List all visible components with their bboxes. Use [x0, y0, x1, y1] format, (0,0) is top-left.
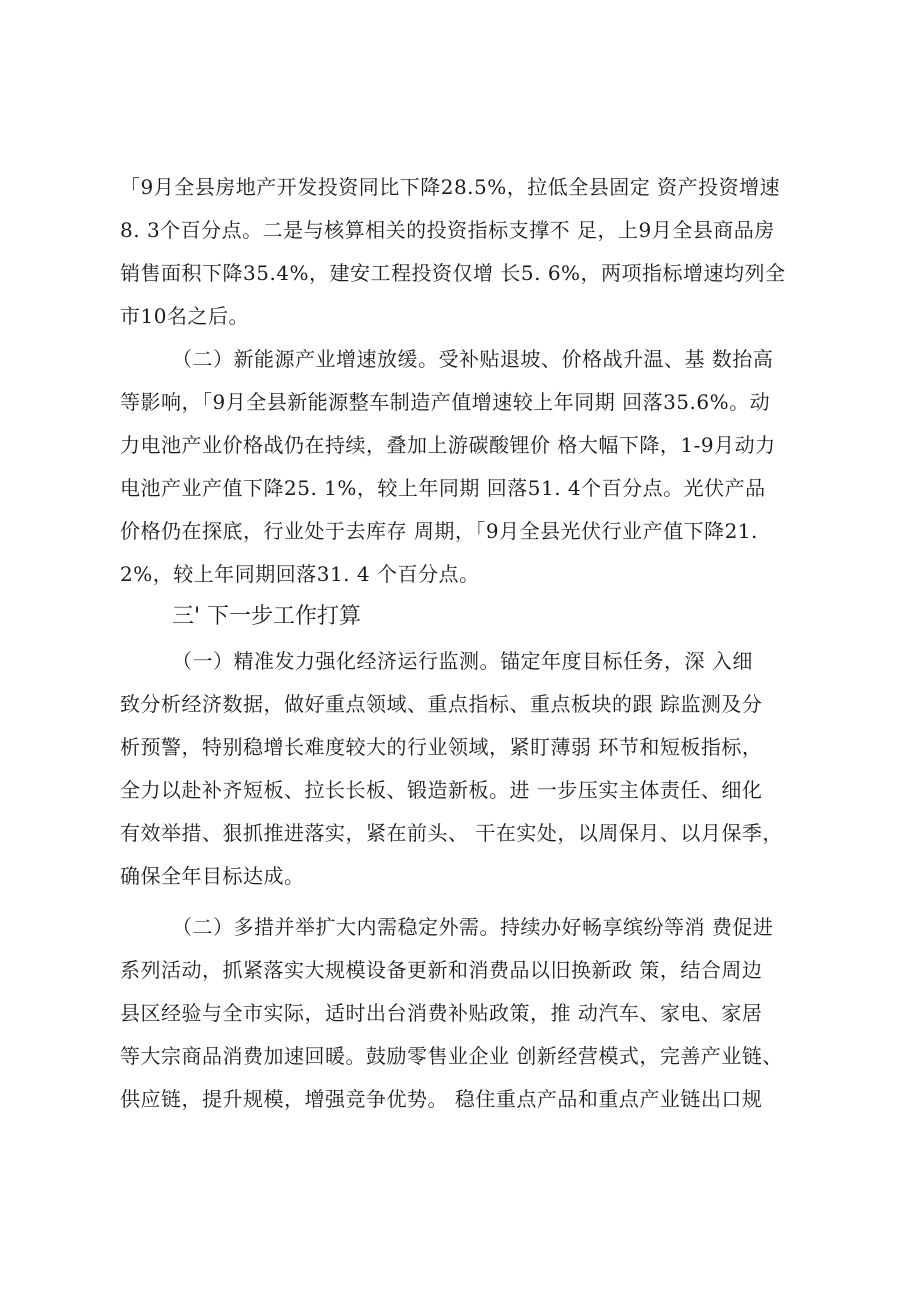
paragraph-line: 市10名之后。: [120, 304, 249, 328]
paragraph-line: 等大宗商品消费加速回暖。鼓励零售业企业 创新经营模式，完善产业链、: [120, 1044, 783, 1068]
paragraph-line: 致分析经济数据，做好重点领域、重点指标、重点板块的跟 踪监测及分: [120, 692, 763, 716]
paragraph-line: 电池产业产值下降25. 1%，较上年同期 回落51. 4个百分点。光伏产品: [120, 476, 766, 500]
paragraph-line: 确保全年目标达成。: [120, 864, 305, 888]
paragraph-line: 价格仍在探底，行业处于去库存 周期，「9月全县光伏行业产值下降21.: [120, 519, 758, 543]
paragraph-line: 全力以赴补齐短板、拉长长板、锻造新板。进 一步压实主体责任、细化: [120, 778, 763, 802]
paragraph-line: 等影响，「9月全县新能源整车制造产值增速较上年同期 回落35.6%。动: [120, 390, 771, 414]
paragraph-line: 有效举措、狠抓推进落实，紧在前头、 干在实处，以周保月、以月保季，: [120, 821, 783, 845]
paragraph-line: 供应链，提升规模，增强竞争优势。 稳住重点产品和重点产业链出口规: [120, 1087, 763, 1111]
paragraph-line: （二）新能源产业增速放缓。受补贴退坡、价格战升温、基 数抬高: [172, 347, 774, 371]
paragraph-line: 2%，较上年同期回落31. 4 个百分点。: [120, 562, 480, 586]
paragraph-line: 析预警，特别稳增长难度较大的行业领域，紧盯薄弱 环节和短板指标，: [120, 735, 763, 759]
paragraph-line: 8. 3个百分点。二是与核算相关的投资指标支撑不 足，上9月全县商品房: [120, 218, 775, 242]
paragraph-line: （二）多措并举扩大内需稳定外需。持续办好畅享缤纷等消 费促进: [172, 915, 774, 939]
paragraph-line: 销售面积下降35.4%，建安工程投资仅增 长5. 6%，两项指标增速均列全: [120, 261, 786, 285]
paragraph-line: （一）精准发力强化经济运行监测。锚定年度目标任务，深 入细: [172, 649, 753, 673]
paragraph-line: 力电池产业价格战仍在持续，叠加上游碳酸锂价 格大幅下降，1-9月动力: [120, 433, 776, 457]
section-heading: 三' 下一步工作打算: [172, 604, 362, 629]
paragraph-line: 县区经验与全市实际，适时出台消费补贴政策，推 动汽车、家电、家居: [120, 1001, 763, 1025]
paragraph-line: 「9月全县房地产开发投资同比下降28.5%，拉低全县固定 资产投资增速: [120, 175, 781, 199]
paragraph-line: 系列活动，抓紧落实大规模设备更新和消费品以旧换新政 策，结合周边: [120, 958, 763, 982]
